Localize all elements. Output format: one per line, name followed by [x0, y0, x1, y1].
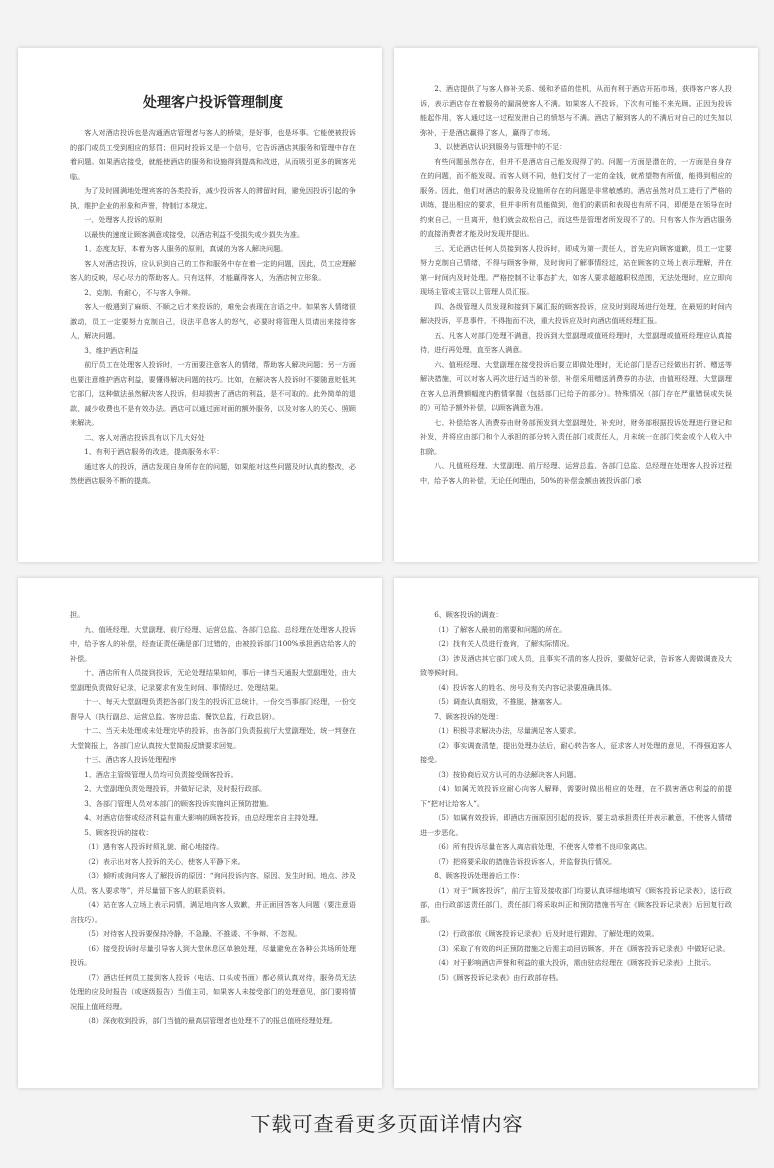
- paragraph: 八、凡值班经理、大堂副理、前厅经理、运营总监、各部门总监、总经理在处理客人投诉过程中，给予客人的补偿，无论任何理由，50%的补偿金额由被投诉部门承: [420, 461, 732, 485]
- paragraph: 客人对酒店投诉也是沟通酒店管理者与客人的桥梁，是好事，也是坏事。它能使被投诉的部门或员工受到相应的惩罚；但同时投诉又是一个信号，它告诉酒店其服务和管理中存在着问题。如果酒店接受，就能使酒店的服务和设施得到提高和改进，从而吸引更多的顾客光临。: [70, 128, 356, 181]
- paragraph: 前厅员工在处理客人投诉时，一方面要注意客人的情绪，帮助客人解决问题；另一方面也要注意维护酒店利益，要懂得解决问题的技巧。比如，在解决客人投诉时不要随意贬低其它部门，这种做法虽然解决客人投诉，但却损害了酒店的利益，是不可取的。此外简单的退款、减少收费也不是有效办法。酒店可以通过面对面的额外服务，以及对客人的关心、照顾来解决。: [70, 360, 356, 427]
- paragraph: （8）深夜收到投诉，部门当值的最高层管理者也处理不了的报总值班经理处理。: [84, 1016, 337, 1025]
- page-1-body: [70, 126, 356, 489]
- paragraph: 2、大堂副理负责处理投诉，并做好记录，及时报行政部。: [84, 784, 267, 793]
- paragraph: 6、顾客投诉的调查：: [434, 610, 503, 619]
- paragraph: （2）表示出对客人投诉的关心，使客人平静下来。: [84, 856, 245, 866]
- document-page-1: [18, 48, 382, 562]
- paragraph: （7）把将要采取的措施告诉投诉客人，并监督执行情况。: [434, 856, 617, 866]
- paragraph: （3）涉及酒店其它部门或人员，且事实不清的客人投诉，要做好记录，告诉客人需做调查及大致等候时间。: [420, 653, 732, 677]
- paragraph: 4、对酒店信誉或经济利益有重大影响的顾客投诉，由总经理亲自主持处理。: [84, 813, 323, 822]
- page-4-body: [420, 608, 732, 985]
- paragraph: （5）《顾客投诉记录表》由行政部存档。: [434, 972, 563, 982]
- paragraph: （4）如属无效投诉应耐心向客人解释，需要时做出相应的处理，在不损害酒店利益的前提下“把对让给客人”。: [420, 784, 732, 808]
- paragraph: （6）接受投诉时尽量引导客人到大堂休息区单独处理，尽量避免在各种公共场所处理投诉。: [70, 943, 356, 967]
- paragraph: 3、各部门管理人员对本部门的顾客投诉实施纠正预防措施。: [84, 798, 274, 808]
- paragraph: 7、顾客投诉的处理：: [434, 711, 503, 721]
- paragraph: 二、客人对酒店投诉具有以下几大好处: [84, 432, 205, 442]
- paragraph: （4）投诉客人的姓名、房号及有关内容记录要准确具体。: [434, 682, 617, 692]
- paragraph: （1）对于“顾客投诉”，前厅主管及接收部门均要认真详细地填写《顾客投诉记录表》，送行政部，由行政部送责任部门，责任部门将采取纠正和预防措施书写在《顾客投诉记录表》后回复行政部。: [420, 885, 732, 924]
- paragraph: （4）对于影响酒店声誉和利益的重大投诉，需由驻店经理在《顾客投诉记录表》上批示。: [434, 958, 716, 967]
- paragraph: （1）积极寻求解决办法，尽量满足客人要求。: [434, 726, 581, 735]
- paragraph: 九、值班经理、大堂副理、前厅经理、运营总监、各部门总监、总经理在处理客人投诉中，给予客人的补偿，经查证责任确是部门过错的，由被投诉部门100%承担酒店给客人的补偿。: [70, 624, 356, 663]
- paragraph: 四、各级管理人员发现和接到下属汇报的顾客投诉，应及时到现场进行处理，在最短的时间内解决投诉，平息事件，不得拖而不决，重大投诉应及时向酒店值班经理汇报。: [420, 301, 732, 325]
- paragraph: 通过客人的投诉，酒店发现自身所存在的问题，如果能对这些问题及时认真的整改，必然使酒店服务不断的提高。: [70, 461, 356, 485]
- paragraph: （2）事实调查清楚，提出处理办法后，耐心转告客人，征求客人对处理的意见，不得强迫客人接受。: [420, 740, 732, 764]
- paragraph: 1、态度友好，本着为客人服务的原则，真诚的为客人解决问题。: [84, 244, 288, 253]
- document-page-4: [394, 578, 758, 1088]
- paragraph: 3、以使酒店认识到服务与管理中的不足：: [434, 142, 567, 151]
- document-title: 处理客户投诉管理制度: [143, 95, 283, 111]
- paragraph: （2）找有关人员进行查询，了解实际情况。: [434, 639, 574, 648]
- paragraph: 2、克制、有耐心，不与客人争辩。: [84, 287, 196, 297]
- paragraph: 有些问题虽然存在，但并不是酒店自己能发现得了的。问题一方面是潜在的，一方面是自身存在的问题，而不能发现。而客人则不同，他们支付了一定的金钱，就希望物有所值，能得到相应的服务。因此，他们对酒店的服务及设施所存在的问题是非常敏感的。酒店虽然对员工进行了严格的训练，提出相应的要求，但并非所有员能做到，他们的素质和表现也有所不同，即便是在领导在时约束自己，一旦离开，他们就会故松自己，而这些是管理者所发现不了的。只有客人作为酒店服务的直接消费者才能及时发现并提出。: [420, 156, 732, 238]
- paragraph: 3、维护酒店利益: [84, 345, 139, 355]
- paragraph: （4）站在客人立场上表示同情，满足地向客人致歉，并正面回答客人问题（要注意语言技巧）。: [70, 900, 356, 924]
- paragraph: （2）行政部依《顾客投诉记录表》后及时进行跟踪，了解处理的效果。: [434, 929, 659, 938]
- paragraph: 十一、每天大堂副理负责把各部门发生的投诉汇总统计，一份交当事部门经理，一份交督导人（执行副总、运营总监、客房总监、餐饮总监，行政总厨）。: [70, 697, 356, 721]
- paragraph: （3）倾听或询问客人了解投诉的原因：“询问投诉内容、原因、发生时间、地点、涉及人员、客人要求等”，并尽量留下客人的联系资料。: [70, 871, 356, 895]
- document-page-3: [18, 578, 382, 1088]
- paragraph: 三、无论酒店任何人员接到客人投诉时，即成为第一责任人，首先应向顾客道歉，员工一定要努力克制自己情绪，不得与顾客争辩，及时询问了解事情经过，站在顾客的立场上表示理解，并在第一时间内及时处理。严格控制不让事态扩大，如客人要求超越职权范围，无法处理时，应立即向现场主管或主管以上管理人员汇报。: [420, 243, 732, 296]
- paragraph: 5、顾客投诉的接收：: [84, 827, 153, 837]
- paragraph: （1）遇有客人投诉时须礼貌、耐心地接待。: [84, 842, 224, 851]
- paragraph: （5）对待客人投诉要保持冷静，不急躁、不推诿、不争辩、不忽视。: [84, 929, 302, 938]
- paragraph: 十三、酒店客人投诉处理程序: [84, 755, 177, 764]
- paragraph: 十二、当天未处理或未处理完毕的投诉，由各部门负责报前厅大堂副理处，统一判登在大堂简报上，各部门应认真按大堂简报反馈要求回复。: [70, 726, 356, 750]
- document-page-2: [394, 48, 758, 562]
- paragraph: 担。: [70, 610, 85, 619]
- paragraph: 客人对酒店投诉，应认识到自己的工作和服务中存在着一定的问题，因此，员工应理解客人的反映，尽心尽力的帮助客人。只有这样，才能赢得客人，为酒店树立形象。: [70, 258, 356, 282]
- paragraph: 一、处理客人投诉的原则: [84, 215, 163, 224]
- paragraph: 七、补偿给客人消费券由财务部预发到大堂副理处，补充时，财务部根据投诉处理进行登记和补发，并将应由部门和个人承担的部分转入责任部门或责任人，月未统一在部门奖金或个人收入中扣除。: [420, 417, 732, 456]
- paragraph: （1）了解客人最初的需要和问题的所在。: [434, 624, 567, 634]
- paragraph: （3）采取了有效的纠正预防措施之后需主动回访顾客，并在《顾客投诉记录表》中做好记录。: [434, 943, 730, 953]
- paragraph: 2、酒店提供了与客人修补关系、缓和矛盾的佳机，从而有利于酒店开拓市场，获得客户客人投诉，表示酒店存在着服务的漏洞使客人不满。如果客人不投诉，下次有可能不来光顾。正因为投诉能起作用，客人通过这一过程发泄自己的愤怒与不满。酒店了解到客人的不满后对自己的过失加以弥补，于是酒店赢得了客人，赢得了市场。: [420, 84, 732, 137]
- page-3-body: [70, 608, 356, 1029]
- paragraph: （5）如属有效投诉，即酒店方面原因引起的投诉，要主动承担责任并表示歉意，不使客人情绪进一步恶化。: [420, 813, 732, 837]
- page-2-body: [420, 82, 732, 488]
- download-more-caption[interactable]: 下载可查看更多页面详情内容: [250, 1112, 524, 1136]
- paragraph: 1、有利于酒店服务的改进，提高服务水平：: [84, 447, 224, 456]
- paragraph: （5）调查认真细致，不推脱、搪塞客人。: [434, 697, 567, 706]
- paragraph: 1、酒店主管级管理人员均可负责接受顾客投诉。: [84, 769, 238, 779]
- paragraph: 客人一般遇到了麻烦、不顺之后才来投诉的，难免会表现在言语之中。如果客人情绪很激动，员工一定要努力克制自己，设法平息客人的怒气，必要时将管理人员请出来接待客人，解决问题。: [70, 302, 356, 340]
- paragraph: 以最快的速度让顾客满意或接受，以酒店利益不受损失或少损失为准。: [84, 229, 305, 239]
- paragraph: 8、顾客投诉处理善后工作：: [434, 871, 524, 880]
- paragraph: 六、值班经理、大堂副理在接受投诉后要立即做处理时，无论部门是否已经做出打折、赠送等解决措施，可以对客人再次进行适当的补偿，补偿采用赠送消费券的办法，由值班经理、大堂副理在客人总消费额幅度内酌情掌握（包括部门已给予的部分）。特殊情况（部门存在严重错误或失误的）可给予额外补偿，以顾客满意为准。: [420, 359, 732, 412]
- paragraph: 十、酒店所有人员接到投诉，无论处理结果如何，事后一律当天通报大堂副理处，由大堂副理负责做好记录，记录要求有发生时间、事情经过、处理结果。: [70, 668, 356, 692]
- paragraph: 五、凡客人对部门处理不满意，投诉到大堂副理或值班经理时，大堂副理或值班经理应认真接待，进行再处理，直至客人满意。: [420, 330, 732, 354]
- paragraph: （7）酒店任何员工接到客人投诉（电话、口头或书面）都必须认真对待，服务员无法处理的应及时报告（或逐级报告）当值主司，如果客人未接受部门的处理意见，部门要将情况报上值班经理。: [70, 972, 356, 1011]
- paragraph: （3）按协商后双方认可的办法解决客人问题。: [434, 769, 581, 779]
- paragraph: 为了及时圆满地处理宾客的各类投诉，减少投诉客人的滞留时间，避免因投诉引起的争执，维护企业的形象和声誉，特制订本规定。: [70, 186, 356, 210]
- paragraph: （6）所有投诉尽量在客人离店前处理，不使客人带着不良印象离店。: [434, 842, 652, 851]
